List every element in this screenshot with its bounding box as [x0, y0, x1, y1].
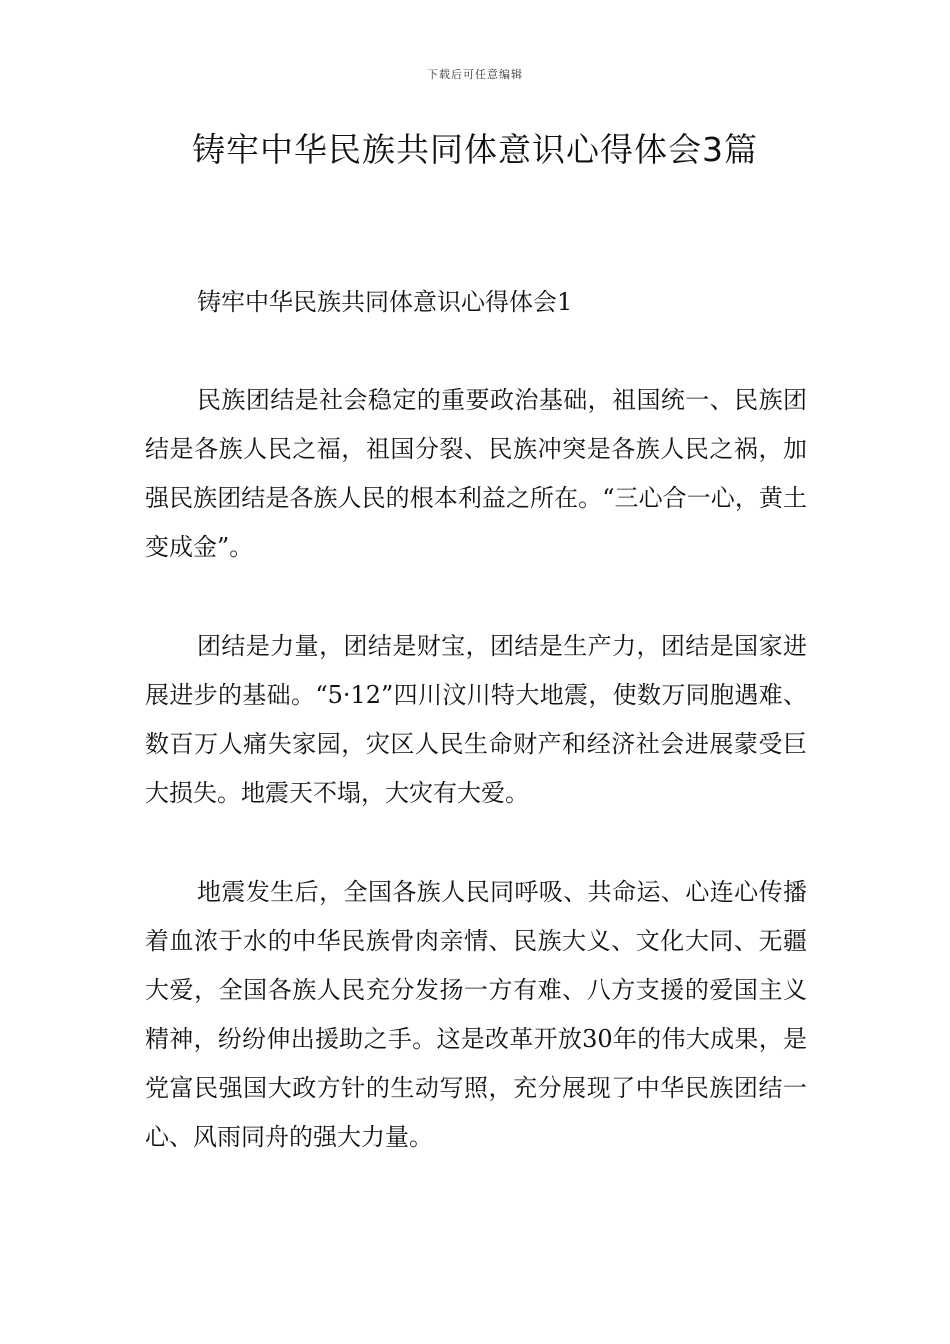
header-note: 下载后可任意编辑: [427, 68, 523, 81]
paragraph-2: 团结是力量，团结是财宝，团结是生产力，团结是国家进展进步的基础。“5·12”四川汶川特大地震，使数万同胞遇难、数百万人痛失家园，灾区人民生命财产和经济社会进展蒙受巨大损失。地震天不塌，大灾有大爱。: [145, 632, 807, 807]
document-body: [145, 278, 807, 1162]
paragraph-1: 民族团结是社会稳定的重要政治基础，祖国统一、民族团结是各族人民之福，祖国分裂、民族冲突是各族人民之祸，加强民族团结是各族人民的根本利益之所在。“三心合一心，黄土变成金”。: [145, 386, 807, 561]
section-title: 铸牢中华民族共同体意识心得体会1: [197, 288, 573, 316]
document-title: 铸牢中华民族共同体意识心得体会3篇: [192, 130, 758, 169]
paragraph-3: 地震发生后，全国各族人民同呼吸、共命运、心连心传播着血浓于水的中华民族骨肉亲情、民族大义、文化大同、无疆大爱，全国各族人民充分发扬一方有难、八方支援的爱国主义精神，纷纷伸出援助之手。这是改革开放30年的伟大成果，是党富民强国大政方针的生动写照，充分展现了中华民族团结一心、风雨同舟的强大力量。: [145, 878, 807, 1151]
